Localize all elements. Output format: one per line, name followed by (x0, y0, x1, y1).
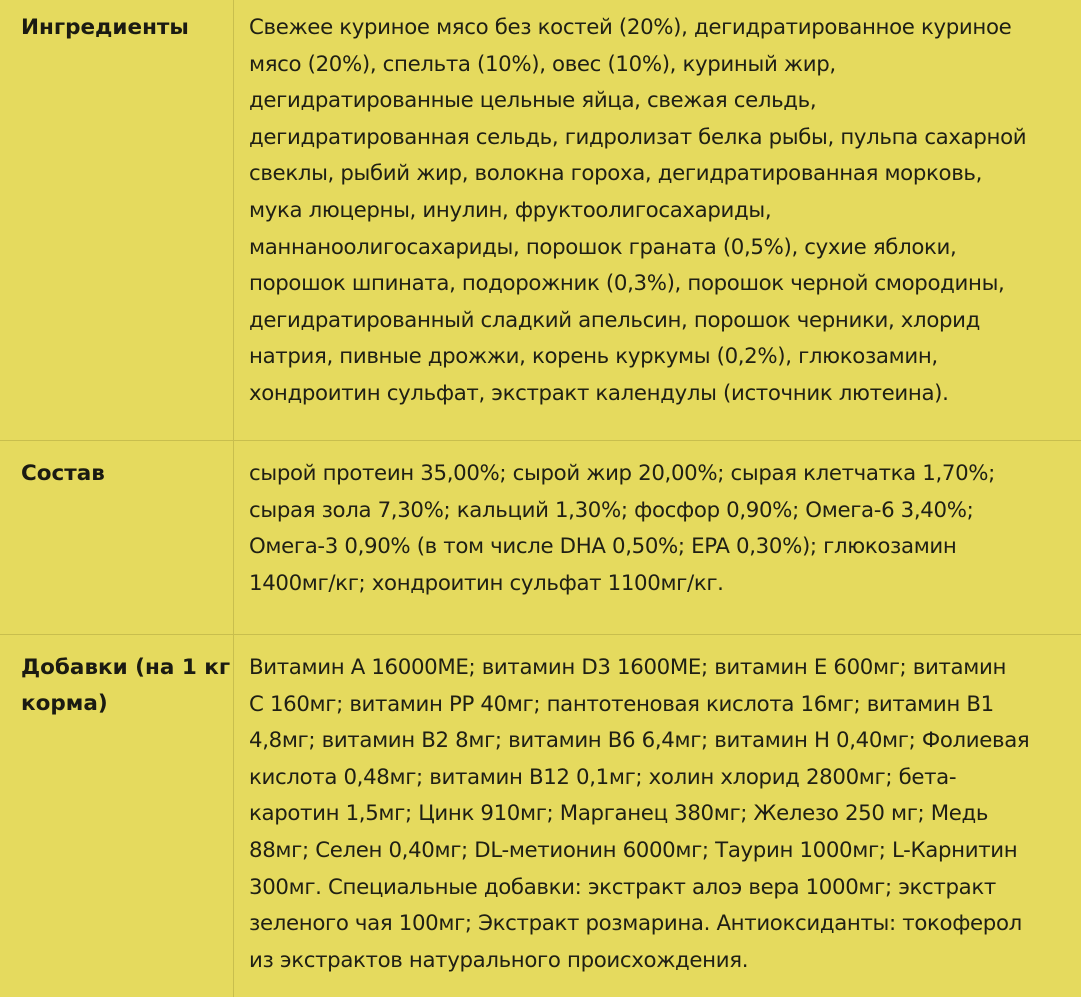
text-line: мука люцерны, инулин, фруктоолигосахариды, (249, 197, 772, 223)
table-row-composition (0, 441, 1081, 635)
text-line: свеклы, рыбий жир, волокна гороха, дегидратированная морковь, (249, 161, 983, 187)
text-line: 300мг. Специальные добавки: экстракт алоэ вера 1000мг; экстракт (249, 874, 996, 900)
text-line: мясо (20%), спельта (10%), овес (10%), куриный жир, (249, 51, 836, 77)
label-line: Добавки (на 1 кг (21, 655, 231, 680)
table-row-ingredients (0, 0, 1081, 441)
row-label-additives (21, 650, 231, 722)
text-line: сырая зола 7,30%; кальций 1,30%; фосфор 0,90%; Омега-6 3,40%; (249, 497, 974, 523)
text-line: каротин 1,5мг; Цинк 910мг; Марганец 380мг; Железо 250 мг; Медь (249, 801, 989, 827)
text-line: натрия, пивные дрожжи, корень куркумы (0,2%), глюкозамин, (249, 344, 938, 370)
text-line: хондроитин сульфат, экстракт календулы (источник лютеина). (249, 380, 949, 406)
text-line: Витамин А 16000МЕ; витамин D3 1600МЕ; витамин Е 600мг; витамин (249, 655, 1007, 680)
text-line: 1400мг/кг; хондроитин сульфат 1100мг/кг. (249, 570, 724, 596)
text-line: кислота 0,48мг; витамин В12 0,1мг; холин хлорид 2800мг; бета- (249, 764, 957, 790)
text-line: С 160мг; витамин РР 40мг; пантотеновая кислота 16мг; витамин В1 (249, 691, 994, 717)
row-label-ingredients: Ингредиенты (21, 15, 189, 40)
label-line: корма) (21, 691, 108, 716)
text-line: дегидратированные цельные яйца, свежая сельдь, (249, 88, 817, 114)
row-value-ingredients (249, 10, 1075, 413)
row-value-composition (249, 456, 1075, 602)
text-line: Омега-3 0,90% (в том числе DHA 0,50%; EPA 0,30%); глюкозамин (249, 534, 957, 560)
text-line: из экстрактов натурального происхождения. (249, 947, 749, 973)
row-value-additives (249, 650, 1075, 979)
table-row-additives (0, 635, 1081, 997)
text-line: Свежее куриное мясо без костей (20%), дегидратированное куриное (249, 15, 1012, 40)
row-label-composition: Состав (21, 461, 105, 486)
text-line: 4,8мг; витамин В2 8мг; витамин В6 6,4мг; витамин Н 0,40мг; Фолиевая (249, 728, 1030, 754)
text-line: дегидратированная сельдь, гидролизат белка рыбы, пульпа сахарной (249, 124, 1027, 150)
text-line: 88мг; Селен 0,40мг; DL-метионин 6000мг; Таурин 1000мг; L-Карнитин (249, 837, 1018, 863)
text-line: порошок шпината, подорожник (0,3%), порошок черной смородины, (249, 271, 1005, 297)
text-line: маннаноолигосахариды, порошок граната (0,5%), сухие яблоки, (249, 234, 957, 260)
text-line: дегидратированный сладкий апельсин, порошок черники, хлорид (249, 307, 981, 333)
text-line: сырой протеин 35,00%; сырой жир 20,00%; сырая клетчатка 1,70%; (249, 461, 996, 486)
text-line: зеленого чая 100мг; Экстракт розмарина. Антиоксиданты: токоферол (249, 911, 1022, 937)
